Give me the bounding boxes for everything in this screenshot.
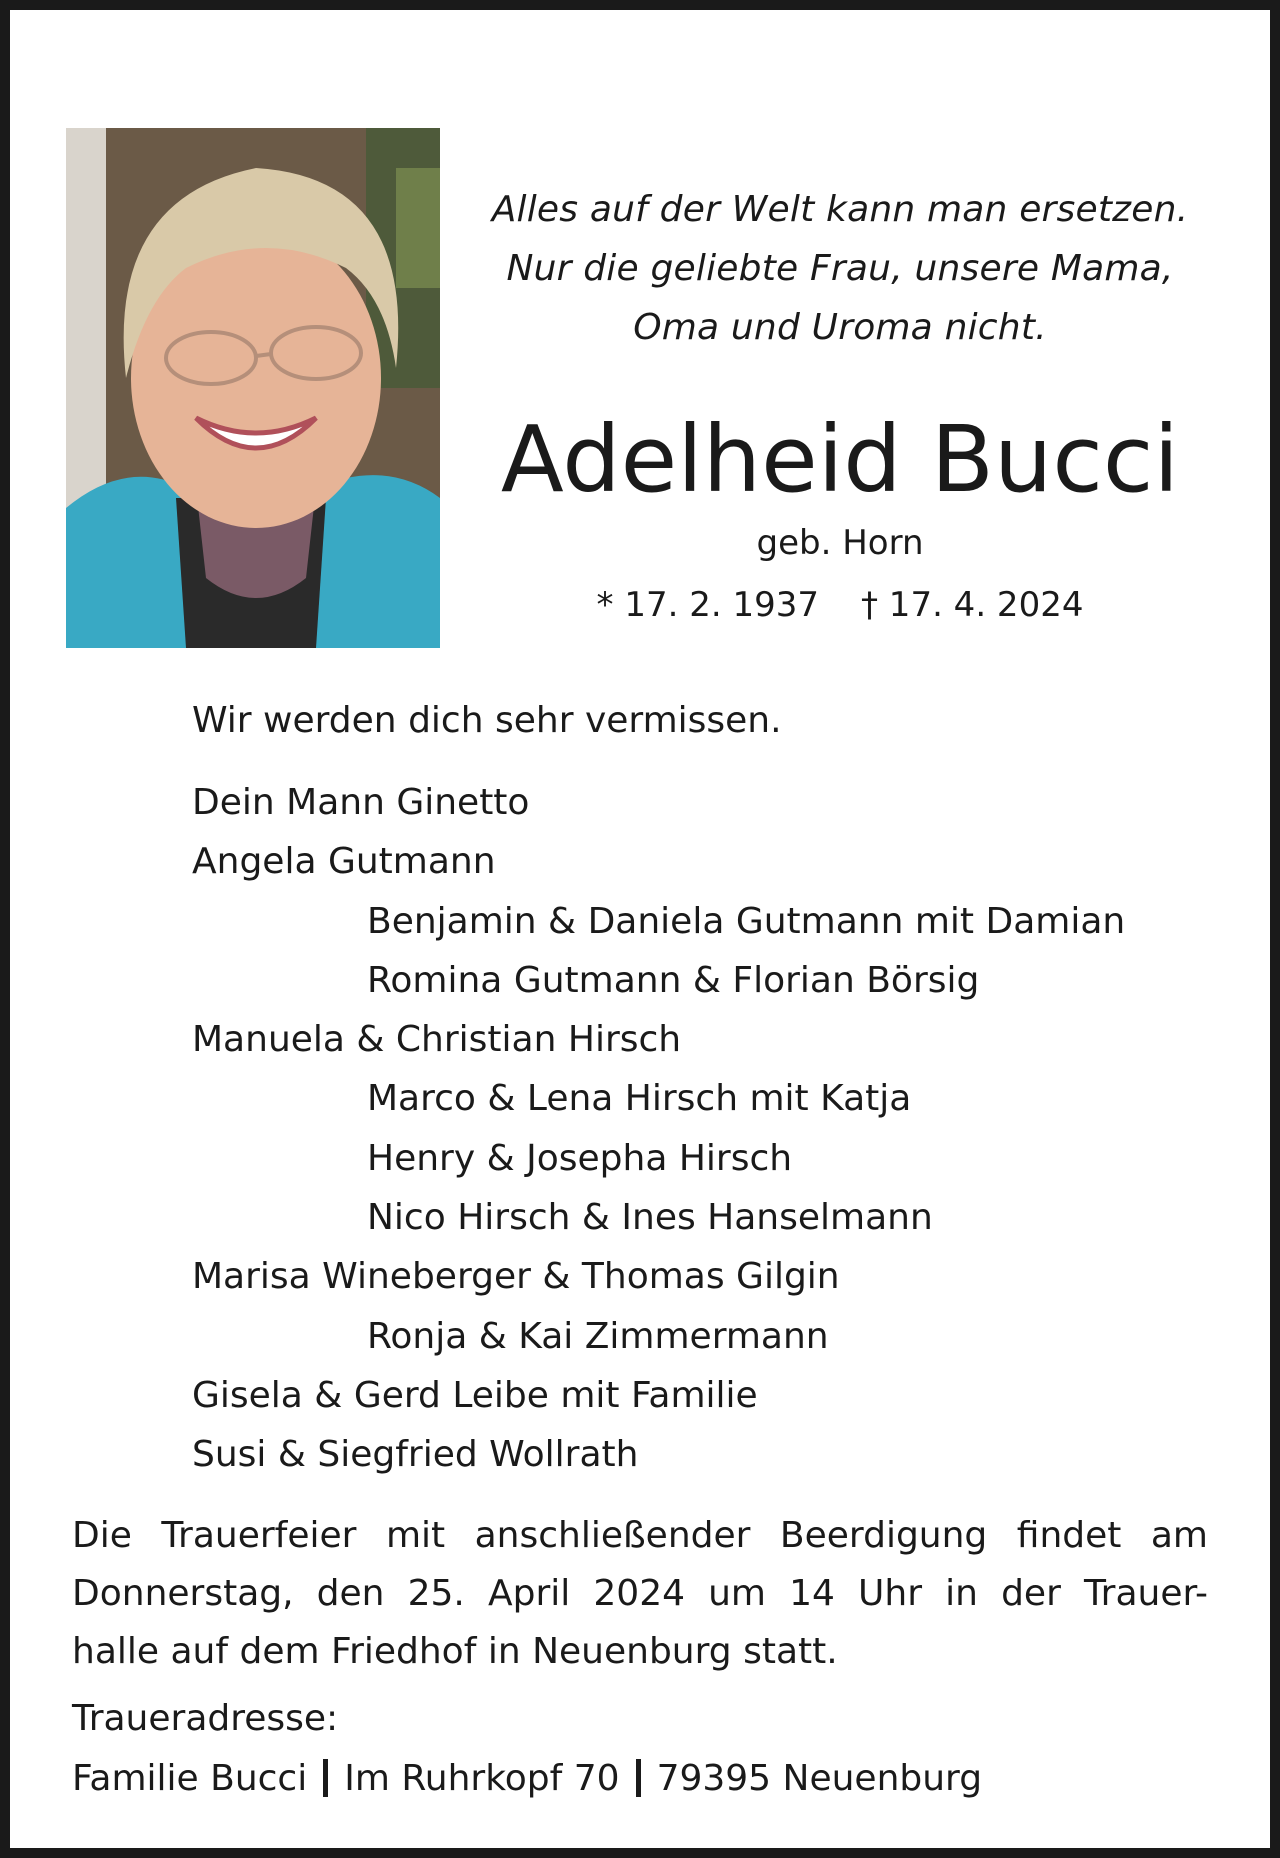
family-entry: Henry & Josepha Hirsch [367,1137,793,1179]
mourning-address [72,1750,982,1808]
deceased-name: Adelheid Bucci [500,406,1180,513]
family-entry: Nico Hirsch & Ines Hanselmann [367,1197,933,1239]
ceremony-line: Die Trauerfeier mit anschließender Beerdigung findet am [72,1515,1208,1556]
family-entry: Marisa Wineberger & Thomas Gilgin [192,1256,840,1298]
family-entry: Gisela & Gerd Leibe mit Familie [192,1374,758,1416]
quote-line: Oma und Uroma nicht. [633,307,1047,348]
family-entry: Marco & Lena Hirsch mit Katja [367,1078,912,1120]
address-label: Traueradresse: [72,1698,339,1739]
ceremony-announcement [72,1507,1208,1681]
family-entry: Susi & Siegfried Wollrath [192,1434,639,1476]
family-entry: Ronja & Kai Zimmermann [367,1315,829,1357]
farewell-message: Wir werden dich sehr vermissen. [192,700,782,741]
life-dates [465,580,1215,630]
address-street: Im Ruhrkopf 70 [344,1758,620,1799]
birth-date: * 17. 2. 1937 [596,585,819,625]
portrait-photo [66,128,440,648]
ceremony-line: Donnerstag, den 25. April 2024 um 14 Uhr in der Trauer- [72,1573,1208,1614]
family-entry: Romina Gutmann & Florian Börsig [367,959,980,1001]
address-family: Familie Bucci [72,1758,308,1799]
death-date: † 17. 4. 2024 [861,585,1084,625]
memorial-quote [465,180,1215,357]
address-city: 79395 Neuenburg [656,1758,983,1799]
quote-line: Alles auf der Welt kann man ersetzen. [491,189,1189,230]
family-entry: Dein Mann Ginetto [192,782,530,823]
address-separator [636,1759,641,1797]
ceremony-line: halle auf dem Friedhof in Neuenburg statt. [72,1631,838,1672]
family-entry: Benjamin & Daniela Gutmann mit Damian [367,900,1126,942]
family-entry: Angela Gutmann [192,841,496,883]
quote-line: Nur die geliebte Frau, unsere Mama, [506,248,1174,289]
maiden-name: geb. Horn [756,523,924,563]
family-entry: Manuela & Christian Hirsch [192,1019,682,1061]
family-list [192,773,1125,1485]
address-separator [323,1759,328,1797]
